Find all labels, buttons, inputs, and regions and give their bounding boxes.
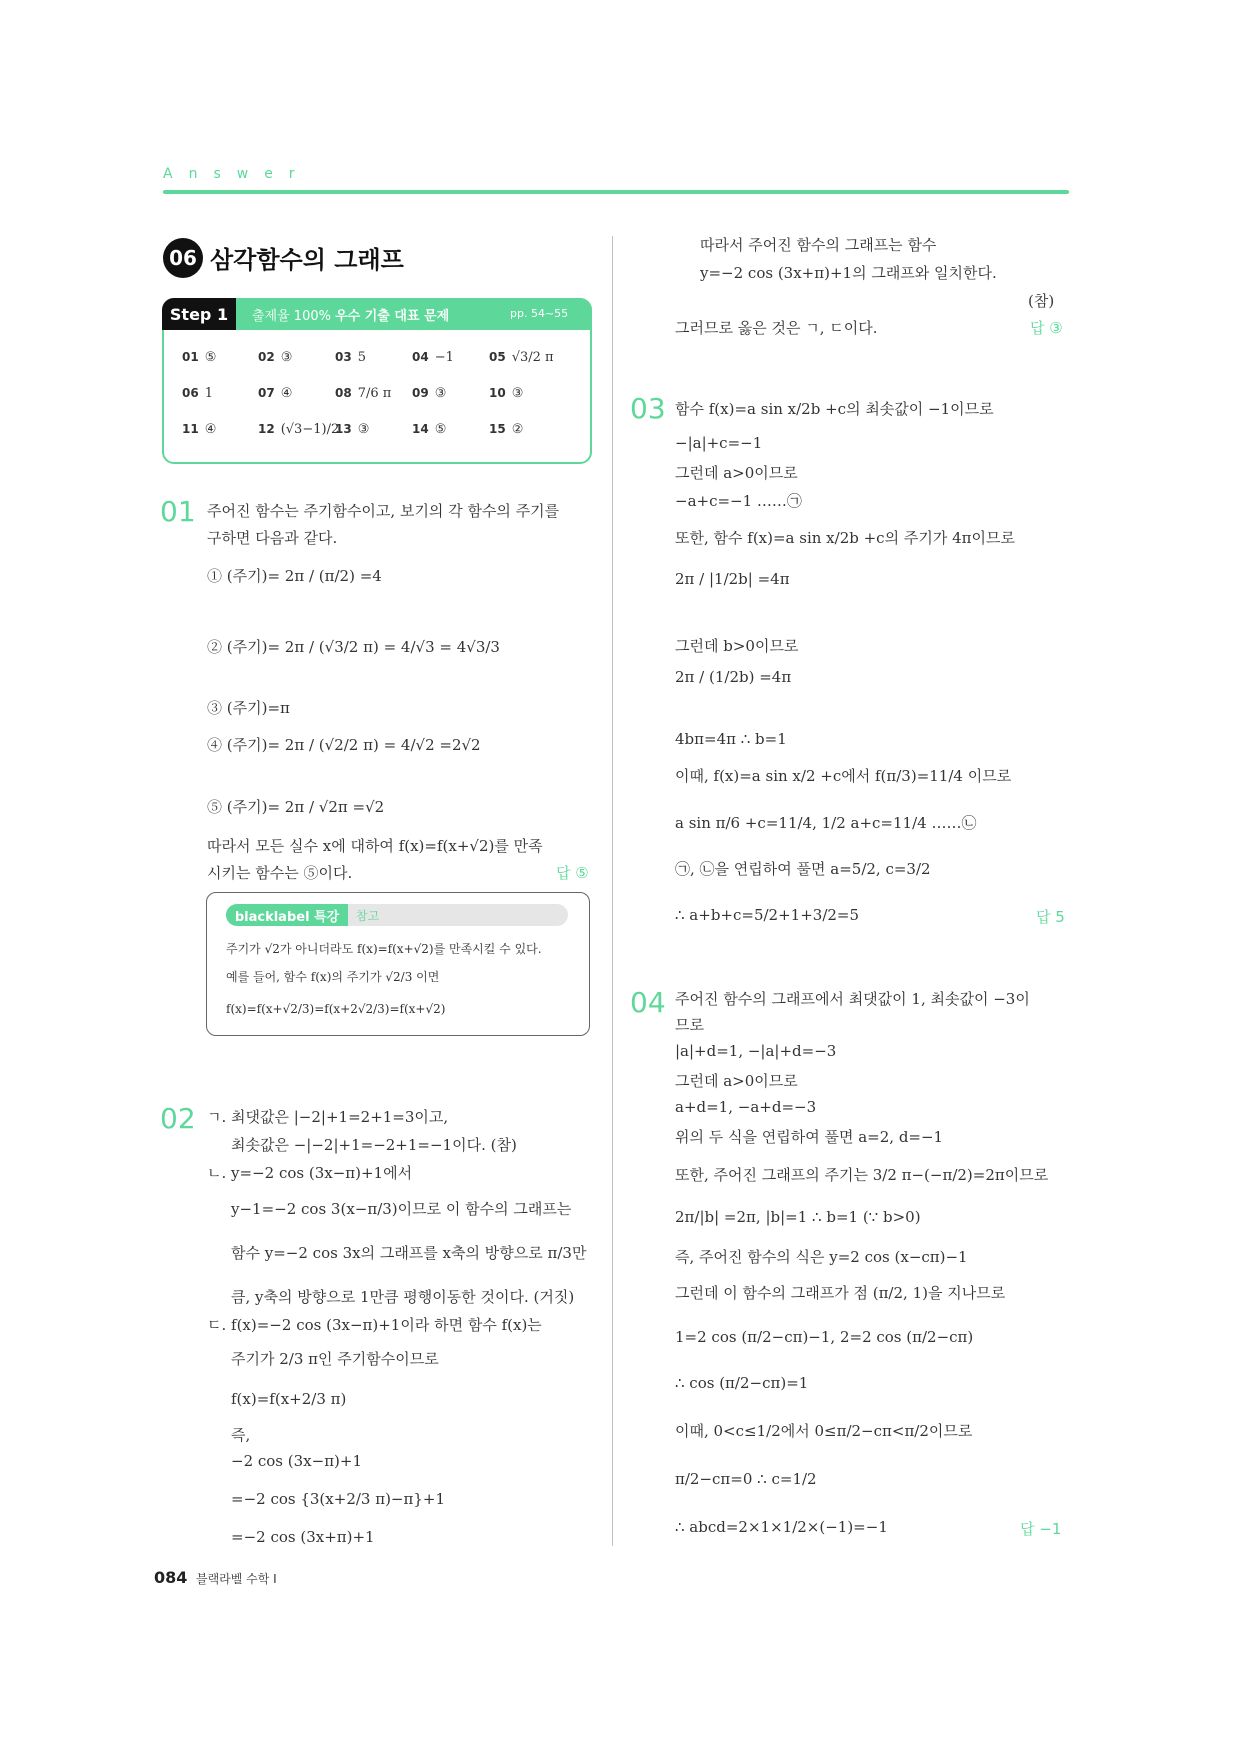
text-line: 즉, 주어진 함수의 식은 y=2 cos (x−cπ)−1 bbox=[675, 1248, 968, 1266]
quick-answer-value: ④ bbox=[204, 422, 217, 437]
quick-answer-number: 07 bbox=[258, 386, 275, 400]
quick-answer-number: 11 bbox=[182, 422, 199, 436]
text-line: 그런데 b>0이므로 bbox=[675, 637, 799, 655]
quick-answer-item bbox=[182, 386, 213, 401]
text-line: =−2 cos {3(x+2/3 π)−π}+1 bbox=[231, 1490, 446, 1508]
quick-answer-item bbox=[335, 386, 391, 401]
quick-answer-value: ③ bbox=[357, 422, 370, 437]
quick-answer-value: ③ bbox=[280, 350, 293, 365]
quick-answer-item bbox=[258, 386, 292, 401]
text-line: a+d=1, −a+d=−3 bbox=[675, 1098, 817, 1116]
step-desc-bold: 우수 기출 대표 문제 bbox=[335, 309, 450, 324]
text-line: 2π/|b| =2π, |b|=1 ∴ b=1 (∵ b>0) bbox=[675, 1208, 921, 1226]
problem-number: 03 bbox=[630, 392, 666, 425]
blacklabel-line: 주기가 √2가 아니더라도 f(x)=f(x+√2)를 만족시킬 수 있다. bbox=[226, 942, 542, 956]
text-line: =−2 cos (3x+π)+1 bbox=[231, 1528, 375, 1546]
text-line: −2 cos (3x−π)+1 bbox=[231, 1452, 363, 1470]
text-line: 또한, 주어진 그래프의 주기는 3/2 π−(−π/2)=2π이므로 bbox=[675, 1166, 1049, 1184]
answer-mark: 답 5 bbox=[1036, 908, 1065, 926]
answer-mark: 답 ⑤ bbox=[556, 864, 589, 882]
quick-answer-value: √3/2 π bbox=[511, 350, 554, 365]
quick-answer-item bbox=[182, 350, 216, 365]
text-line: 이때, 0<c≤1/2에서 0≤π/2−cπ<π/2이므로 bbox=[675, 1422, 973, 1440]
quick-answer-value: ③ bbox=[434, 386, 447, 401]
quick-answer-value: ④ bbox=[280, 386, 293, 401]
quick-answer-item bbox=[412, 422, 446, 437]
step-description bbox=[252, 305, 449, 324]
quick-answer-number: 01 bbox=[182, 350, 199, 364]
text-line: 이때, f(x)=a sin x/2 +c에서 f(π/3)=11/4 이므로 bbox=[675, 767, 1012, 785]
text-line: ① (주기)= 2π / (π/2) =4 bbox=[207, 567, 382, 585]
text-line: 큼, y축의 방향으로 1만큼 평행이동한 것이다. (거짓) bbox=[231, 1288, 575, 1306]
text-line: 4bπ=4π ∴ b=1 bbox=[675, 730, 787, 748]
text-line: 시키는 함수는 ⑤이다. bbox=[207, 864, 353, 882]
problem-number: 02 bbox=[160, 1102, 196, 1135]
column-divider bbox=[612, 236, 613, 1546]
text-line: ∴ a+b+c=5/2+1+3/2=5 bbox=[675, 906, 860, 924]
step-pages: pp. 54~55 bbox=[510, 307, 569, 320]
chapter-title: 삼각함수의 그래프 bbox=[210, 246, 404, 274]
text-line: 또한, 함수 f(x)=a sin x/2b +c의 주기가 4π이므로 bbox=[675, 529, 1015, 547]
quick-answer-item bbox=[489, 386, 523, 401]
quick-answer-number: 02 bbox=[258, 350, 275, 364]
text-line: 함수 f(x)=a sin x/2b +c의 최솟값이 −1이므로 bbox=[675, 400, 994, 418]
quick-answer-number: 13 bbox=[335, 422, 352, 436]
quick-answer-item bbox=[335, 422, 369, 437]
text-line: 위의 두 식을 연립하여 풀면 a=2, d=−1 bbox=[675, 1128, 944, 1146]
text-line: 그런데 이 함수의 그래프가 점 (π/2, 1)을 지나므로 bbox=[675, 1284, 1006, 1302]
text-line: 최솟값은 −|−2|+1=−2+1=−1이다. (참) bbox=[231, 1136, 517, 1154]
blacklabel-line: 예를 들어, 함수 f(x)의 주기가 √2/3 이면 bbox=[226, 970, 440, 984]
text-line: 주기가 2/3 π인 주기함수이므로 bbox=[231, 1350, 439, 1368]
text-line: 2π / |1/2b| =4π bbox=[675, 570, 790, 588]
text-line: ㄴ. y=−2 cos (3x−π)+1에서 bbox=[207, 1164, 413, 1182]
text-line: −|a|+c=−1 bbox=[675, 434, 763, 452]
text-line: 따라서 모든 실수 x에 대하여 f(x)=f(x+√2)를 만족 bbox=[207, 837, 543, 855]
quick-answer-number: 09 bbox=[412, 386, 429, 400]
quick-answer-value: ⑤ bbox=[204, 350, 217, 365]
quick-answer-number: 14 bbox=[412, 422, 429, 436]
quick-answer-value: (√3−1)/2 bbox=[280, 422, 340, 437]
text-line: ∴ abcd=2×1×1/2×(−1)=−1 bbox=[675, 1518, 888, 1536]
text-line: ㄱ. 최댓값은 |−2|+1=2+1=3이고, bbox=[207, 1108, 449, 1126]
text-line: 구하면 다음과 같다. bbox=[207, 529, 338, 547]
answer-mark: 답 −1 bbox=[1020, 1520, 1062, 1538]
quick-answer-value: ③ bbox=[511, 386, 524, 401]
quick-answer-item bbox=[489, 422, 523, 437]
text-line: a sin π/6 +c=11/4, 1/2 a+c=11/4 ……㉡ bbox=[675, 814, 977, 832]
quick-answer-value: 1 bbox=[204, 386, 213, 401]
step-desc-prefix: 출제율 100% bbox=[252, 309, 336, 324]
quick-answer-item bbox=[489, 350, 554, 365]
text-line: 1=2 cos (π/2−cπ)−1, 2=2 cos (π/2−cπ) bbox=[675, 1328, 974, 1346]
quick-answer-item bbox=[258, 350, 292, 365]
text-line: y=−2 cos (3x+π)+1의 그래프와 일치한다. bbox=[700, 264, 997, 282]
text-line: ∴ cos (π/2−cπ)=1 bbox=[675, 1374, 809, 1392]
footer-page-number: 084 bbox=[154, 1568, 188, 1587]
text-line: −a+c=−1 ……㉠ bbox=[675, 492, 802, 510]
header-rule bbox=[163, 190, 1069, 194]
text-line: ㉠, ㉡을 연립하여 풀면 a=5/2, c=3/2 bbox=[675, 860, 931, 878]
quick-answer-value: 5 bbox=[357, 350, 366, 365]
quick-answer-number: 10 bbox=[489, 386, 506, 400]
quick-answer-value: ⑤ bbox=[434, 422, 447, 437]
header-answer-label: Answer bbox=[163, 166, 311, 182]
text-line: ⑤ (주기)= 2π / √2π =√2 bbox=[207, 798, 385, 816]
quick-answer-item bbox=[412, 350, 454, 365]
quick-answer-value: −1 bbox=[434, 350, 454, 365]
quick-answer-value: ② bbox=[511, 422, 524, 437]
quick-answer-number: 15 bbox=[489, 422, 506, 436]
quick-answer-item bbox=[335, 350, 366, 365]
problem-number: 04 bbox=[630, 986, 666, 1019]
text-line: (참) bbox=[1028, 292, 1055, 310]
quick-answer-number: 04 bbox=[412, 350, 429, 364]
text-line: 그런데 a>0이므로 bbox=[675, 464, 798, 482]
text-line: 그런데 a>0이므로 bbox=[675, 1072, 798, 1090]
blacklabel-line: f(x)=f(x+√2/3)=f(x+2√2/3)=f(x+√2) bbox=[226, 1002, 446, 1016]
text-line: ④ (주기)= 2π / (√2/2 π) = 4/√2 =2√2 bbox=[207, 736, 481, 754]
text-line: 즉, bbox=[231, 1426, 251, 1444]
answer-mark: 답 ③ bbox=[1030, 319, 1063, 337]
text-line: 2π / (1/2b) =4π bbox=[675, 668, 792, 686]
blacklabel-ref: 참고 bbox=[356, 909, 380, 923]
quick-answer-number: 12 bbox=[258, 422, 275, 436]
quick-answer-number: 06 bbox=[182, 386, 199, 400]
blacklabel-tag: blacklabel 특강 bbox=[226, 904, 348, 926]
text-line: ③ (주기)=π bbox=[207, 699, 290, 717]
text-line: ② (주기)= 2π / (√3/2 π) = 4/√3 = 4√3/3 bbox=[207, 638, 500, 656]
text-line: 함수 y=−2 cos 3x의 그래프를 x축의 방향으로 π/3만 bbox=[231, 1244, 587, 1262]
quick-answer-number: 03 bbox=[335, 350, 352, 364]
text-line: f(x)=f(x+2/3 π) bbox=[231, 1390, 347, 1408]
text-line: 주어진 함수의 그래프에서 최댓값이 1, 최솟값이 −3이 bbox=[675, 990, 1030, 1008]
quick-answer-value: 7/6 π bbox=[357, 386, 392, 401]
text-line: ㄷ. f(x)=−2 cos (3x−π)+1이라 하면 함수 f(x)는 bbox=[207, 1316, 542, 1334]
text-line: 따라서 주어진 함수의 그래프는 함수 bbox=[700, 236, 937, 254]
problem-number: 01 bbox=[160, 495, 196, 528]
step-tag: Step 1 bbox=[162, 298, 236, 330]
quick-answer-number: 08 bbox=[335, 386, 352, 400]
text-line: 그러므로 옳은 것은 ㄱ, ㄷ이다. bbox=[675, 319, 878, 337]
quick-answer-item bbox=[182, 422, 216, 437]
quick-answer-item bbox=[258, 422, 339, 437]
text-line: 므로 bbox=[675, 1016, 704, 1034]
text-line: y−1=−2 cos 3(x−π/3)이므로 이 함수의 그래프는 bbox=[231, 1200, 572, 1218]
footer-book-title: 블랙라벨 수학 Ⅰ bbox=[196, 1572, 277, 1586]
chapter-badge: 06 bbox=[163, 238, 203, 278]
quick-answer-number: 05 bbox=[489, 350, 506, 364]
quick-answer-item bbox=[412, 386, 446, 401]
text-line: |a|+d=1, −|a|+d=−3 bbox=[675, 1042, 837, 1060]
text-line: 주어진 함수는 주기함수이고, 보기의 각 함수의 주기를 bbox=[207, 502, 560, 520]
text-line: π/2−cπ=0 ∴ c=1/2 bbox=[675, 1470, 817, 1488]
